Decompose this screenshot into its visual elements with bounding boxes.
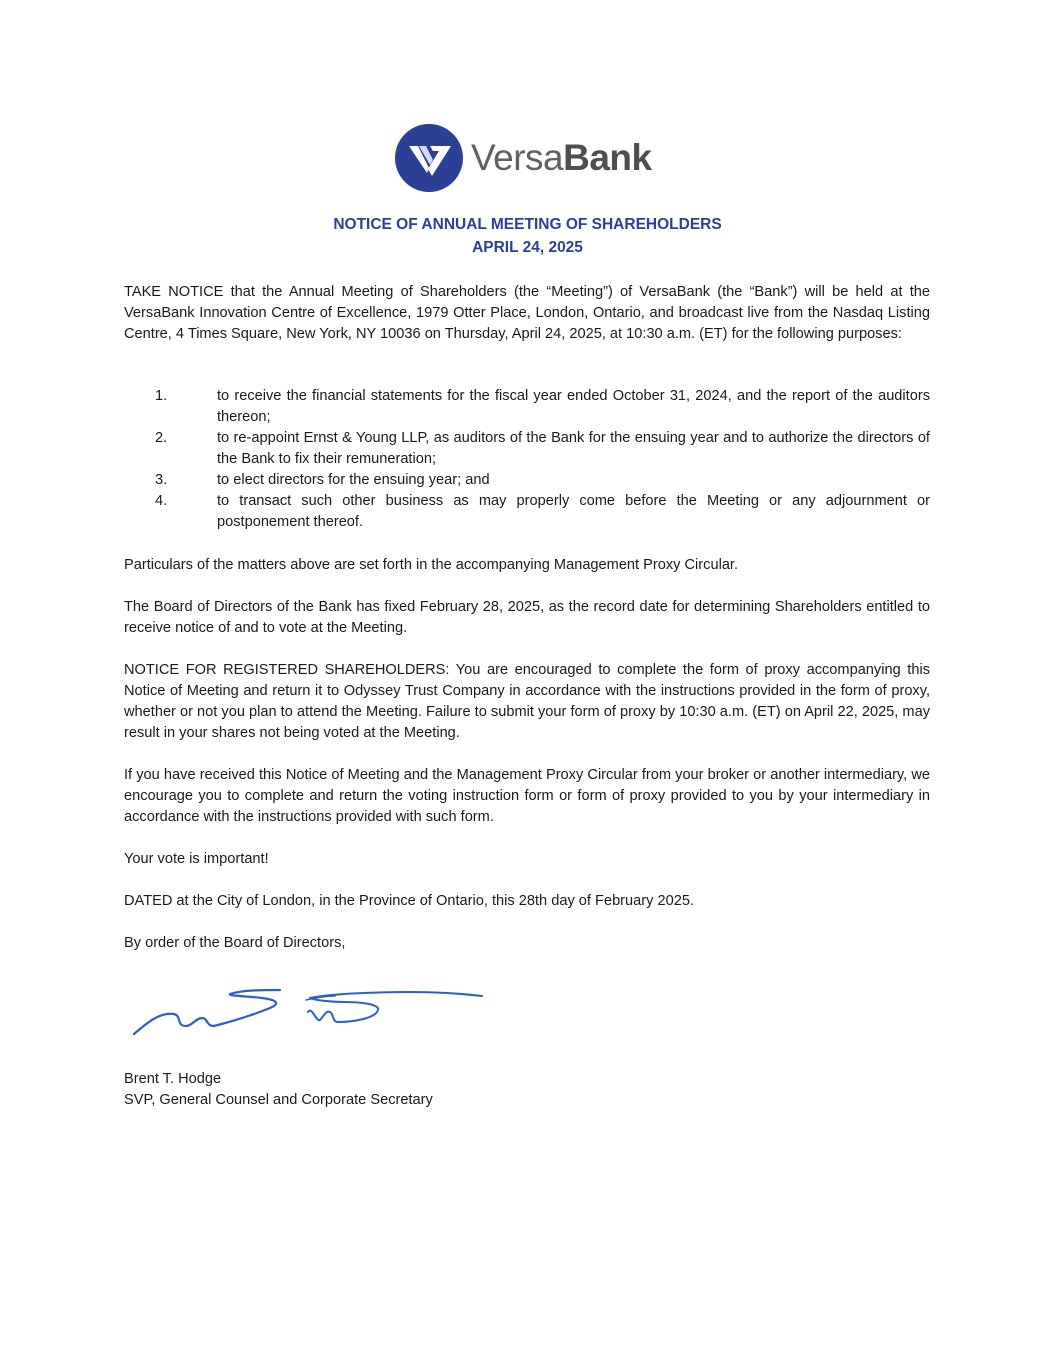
versabank-logo-mark-icon	[395, 124, 463, 192]
purpose-number: 2.	[155, 430, 168, 446]
meeting-date-title: APRIL 24, 2025	[472, 239, 583, 256]
purpose-text: to transact such other business as may properly come before the Meeting or any adjournment or postponement thereof.	[217, 493, 930, 530]
purpose-text: to receive the financial statements for the fiscal year ended October 31, 2024, and the report of the auditors thereon;	[217, 388, 930, 425]
registered-shareholders-paragraph: NOTICE FOR REGISTERED SHAREHOLDERS: You are encouraged to complete the form of proxy accompanying this Notice of Meeting and return it to Odyssey Trust Company in accordance with the instructions provided in the form of proxy, whether or not you plan to attend the Meeting. Failure to submit your form of proxy by 10:30 a.m. (ET) on April 22, 2025, may result in your shares not being voted at the Meeting.	[124, 662, 930, 741]
intermediary-paragraph: If you have received this Notice of Meeting and the Management Proxy Circular from your broker or another intermediary, we encourage you to complete and return the voting instruction form or form of proxy provided to you by your intermediary in accordance with the instructions provided with such form.	[124, 767, 930, 825]
logo-wordmark	[471, 124, 652, 192]
purpose-number: 4.	[155, 493, 168, 509]
intro-paragraph: TAKE NOTICE that the Annual Meeting of Shareholders (the “Meeting”) of VersaBank (the “Bank”) will be held at the VersaBank Innovation Centre of Excellence, 1979 Otter Place, London, Ontario, and broadcast live from the Nasdaq Listing Centre, 4 Times Square, New York, NY 10036 on Thursday, April 24, 2025, at 10:30 a.m. (ET) for the following purposes:	[124, 284, 930, 342]
logo-word-bank: Bank	[563, 137, 652, 178]
signatory-title: SVP, General Counsel and Corporate Secretary	[124, 1092, 433, 1108]
purpose-text: to re-appoint Ernst & Young LLP, as auditors of the Bank for the ensuing year and to authorize the directors of the Bank to fix their remuneration;	[217, 430, 930, 467]
purpose-number: 3.	[155, 472, 168, 488]
purpose-item	[124, 470, 930, 491]
record-date-paragraph: The Board of Directors of the Bank has fixed February 28, 2025, as the record date for determining Shareholders entitled to receive notice of and to vote at the Meeting.	[124, 599, 930, 636]
by-order-line: By order of the Board of Directors,	[124, 935, 346, 951]
purpose-number: 1.	[155, 388, 168, 404]
versabank-logo	[395, 124, 665, 192]
purposes-list	[124, 386, 930, 533]
logo-word-versa: Versa	[471, 137, 564, 178]
dated-line: DATED at the City of London, in the Province of Ontario, this 28th day of February 2025.	[124, 893, 695, 909]
vote-important-line: Your vote is important!	[124, 851, 269, 867]
particulars-paragraph: Particulars of the matters above are set forth in the accompanying Management Proxy Circular.	[124, 557, 739, 573]
purpose-item	[124, 428, 930, 470]
signature-image	[130, 982, 490, 1042]
notice-title: NOTICE OF ANNUAL MEETING OF SHAREHOLDERS	[333, 216, 722, 233]
purpose-text: to elect directors for the ensuing year; and	[217, 472, 490, 488]
purpose-item	[124, 386, 930, 428]
signatory-name: Brent T. Hodge	[124, 1071, 222, 1087]
purpose-item	[124, 491, 930, 533]
